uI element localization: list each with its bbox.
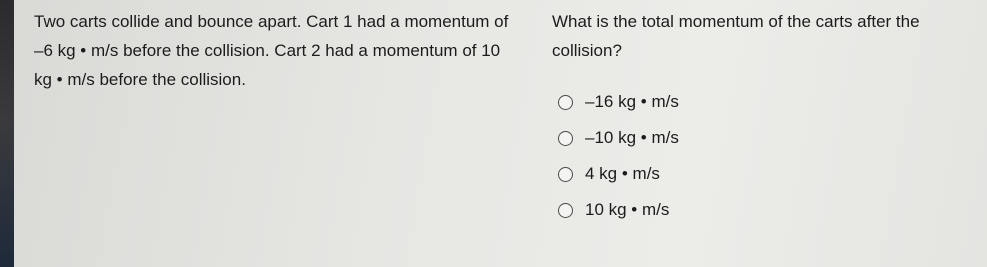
question-text: Two carts collide and bounce apart. Cart 1 had a momentum of –6 kg • m/s before the collision. Cart 2 had a momentum of 10 kg • m/s before the collision. <box>34 12 509 89</box>
radio-button-icon[interactable] <box>558 167 573 182</box>
answer-option-2[interactable] <box>558 124 679 152</box>
answer-option-label: –10 kg • m/s <box>585 128 679 147</box>
question-prompt: What is the total momentum of the carts after the collision? <box>552 12 920 60</box>
answer-option-label: –16 kg • m/s <box>585 92 679 111</box>
answer-option-1[interactable] <box>558 88 679 116</box>
screen-edge <box>0 0 14 267</box>
radio-button-icon[interactable] <box>558 131 573 146</box>
answer-option-3[interactable] <box>558 160 679 188</box>
answer-option-label: 10 kg • m/s <box>585 200 670 219</box>
answer-option-4[interactable] <box>558 196 679 224</box>
answer-option-label: 4 kg • m/s <box>585 164 660 183</box>
radio-button-icon[interactable] <box>558 203 573 218</box>
radio-button-icon[interactable] <box>558 95 573 110</box>
answer-options <box>558 88 679 232</box>
